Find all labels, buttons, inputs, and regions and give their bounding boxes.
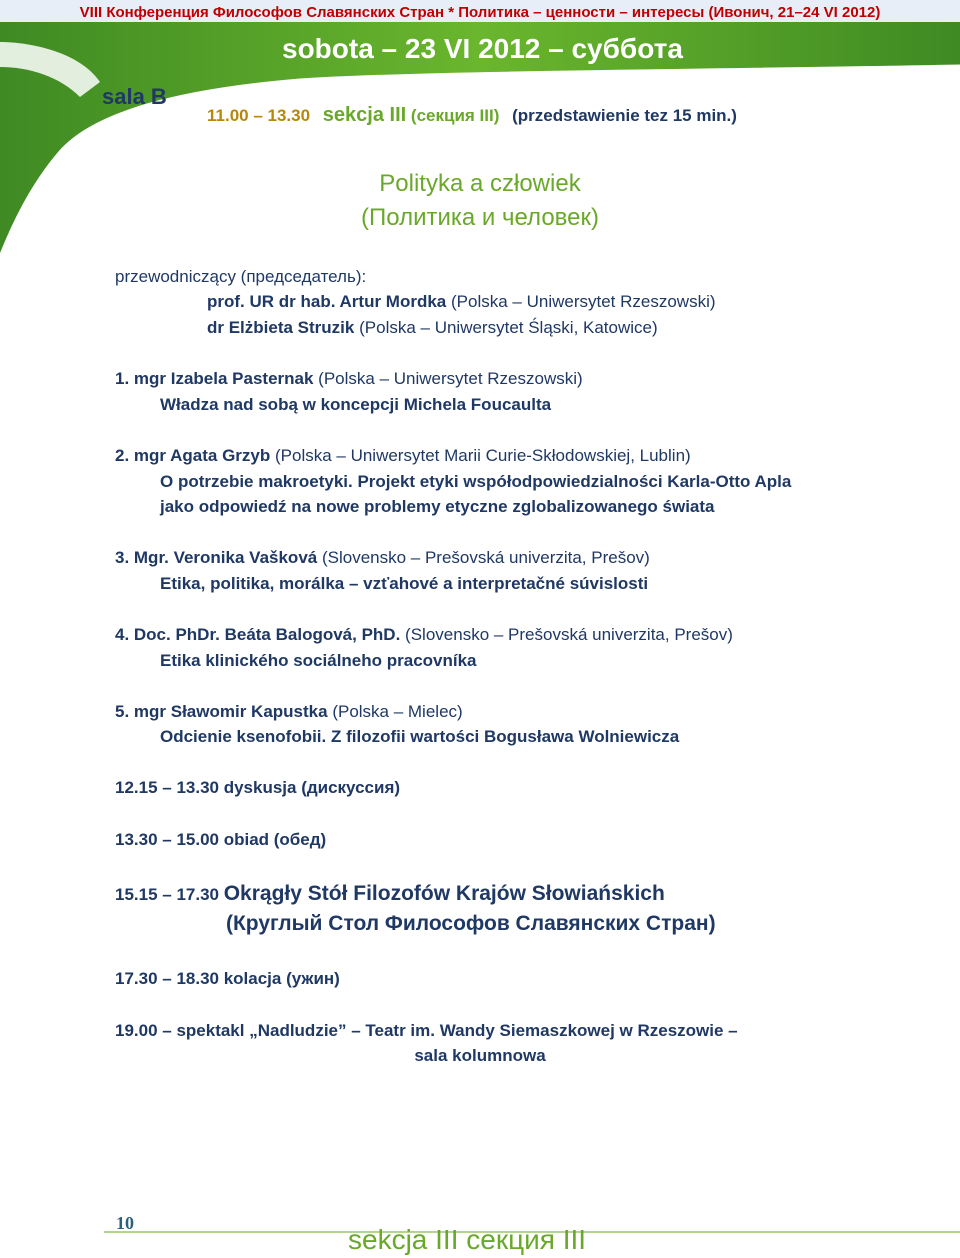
talk-4-title: Etika klinického sociálneho pracovníka xyxy=(160,651,477,670)
chair-person-affiliation: (Polska – Uniwersytet Rzeszowski) xyxy=(451,292,716,311)
chair-person-name: dr Elżbieta Struzik xyxy=(207,318,355,337)
talk-speaker: 5. mgr Sławomir Kapustka xyxy=(115,702,328,721)
session-time: 11.00 – 13.30 xyxy=(207,106,311,125)
chair-person-2 xyxy=(207,318,658,338)
roundtable-title: Okrągły Stół Filozofów Krajów Słowiańskich xyxy=(223,882,665,905)
schedule-roundtable xyxy=(115,882,665,906)
schedule-show-line2: sala kolumnowa xyxy=(414,1046,546,1065)
talk-2-title-line2: jako odpowiedź na nowe problemy etyczne zglobalizowanego świata xyxy=(160,497,715,516)
chair-label: przewodniczący (председатель): xyxy=(115,267,367,286)
schedule-discussion: 12.15 – 13.30 dyskusja (дискуссия) xyxy=(115,778,401,797)
page-number: 10 xyxy=(116,1213,134,1233)
footer-section: sekcja III секция III xyxy=(348,1224,587,1255)
session-line xyxy=(207,104,737,127)
roundtable-time: 15.15 – 17.30 xyxy=(115,885,219,904)
talk-speaker: 3. Mgr. Veronika Vašková xyxy=(115,548,318,567)
chair-person-name: prof. UR dr hab. Artur Mordka xyxy=(207,292,447,311)
talk-3-title: Etika, politika, morálka – vzťahové a interpretačné súvislosti xyxy=(160,574,649,593)
session-note: (przedstawienie tez 15 min.) xyxy=(512,106,737,125)
room-label: sala B xyxy=(102,84,167,109)
talk-2-speaker xyxy=(115,446,691,466)
topic-line2: (Политика и человек) xyxy=(361,204,599,231)
talk-5-speaker xyxy=(115,702,463,722)
schedule-supper: 17.30 – 18.30 kolacja (ужин) xyxy=(115,969,340,988)
day-title: sobota – 23 VI 2012 – суббота xyxy=(282,33,683,64)
talk-affiliation: (Polska – Uniwersytet Marii Curie-Skłodowskiej, Lublin) xyxy=(274,446,691,465)
talk-speaker: 2. mgr Agata Grzyb xyxy=(115,446,271,465)
talk-5-title: Odcienie ksenofobii. Z filozofii wartości Bogusława Wolniewicza xyxy=(160,727,680,746)
conference-header: VIII Конференция Философов Славянских Стран * Политика – ценности – интересы (Ивонич, 21–24 VI 2012) xyxy=(79,4,881,21)
session-name-ru: (секция III) xyxy=(410,106,500,125)
schedule-show-line1: 19.00 – spektakl „Nadludzie” – Teatr im. Wandy Siemaszkowej w Rzeszowie – xyxy=(115,1021,738,1040)
talk-3-speaker xyxy=(115,548,650,568)
chair-person-affiliation: (Polska – Uniwersytet Śląski, Katowice) xyxy=(359,318,658,337)
roundtable-title-ru: (Круглый Стол Философов Славянских Стран) xyxy=(226,912,716,935)
talk-speaker: 4. Doc. PhDr. Beáta Balogová, PhD. xyxy=(115,625,401,644)
talk-1-speaker xyxy=(115,369,583,389)
talk-affiliation: (Slovensko – Prešovská univerzita, Prešov) xyxy=(321,548,650,567)
schedule-lunch: 13.30 – 15.00 obiad (обед) xyxy=(115,830,327,849)
chair-person-1 xyxy=(207,292,716,312)
talk-1-title: Władza nad sobą w koncepcji Michela Foucaulta xyxy=(160,395,552,414)
session-name: sekcja III xyxy=(322,104,407,126)
talk-affiliation: (Slovensko – Prešovská univerzita, Prešov) xyxy=(405,625,733,644)
talk-affiliation: (Polska – Uniwersytet Rzeszowski) xyxy=(318,369,583,388)
topic-line1: Polityka a człowiek xyxy=(379,170,581,197)
talk-2-title-line1: O potrzebie makroetyki. Projekt etyki współodpowiedzialności Karla-Otto Apla xyxy=(160,472,792,491)
talk-speaker: 1. mgr Izabela Pasternak xyxy=(115,369,314,388)
talk-affiliation: (Polska – Mielec) xyxy=(332,702,463,721)
talk-4-speaker xyxy=(115,625,733,645)
